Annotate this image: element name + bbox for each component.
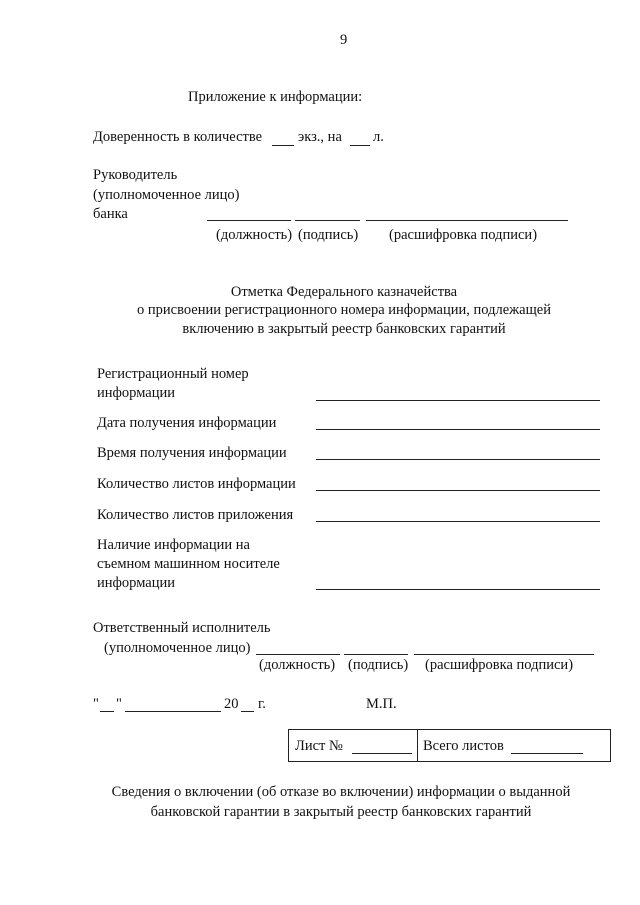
head-caption-position: (должность) <box>216 227 293 243</box>
executor-caption-signature: (подпись) <box>348 657 409 673</box>
head-position-blank <box>207 220 291 221</box>
poa-mid: экз., на <box>298 129 342 145</box>
date-year-prefix: 20 <box>224 696 239 712</box>
poa-prefix: Доверенность в количестве <box>93 129 263 145</box>
head-caption-signature: (подпись) <box>298 227 359 243</box>
field-info-sheets: Количество листов информации <box>97 476 296 492</box>
field-media-blank <box>316 589 600 590</box>
executor-decoding-blank <box>414 654 594 655</box>
poa-copies-blank <box>272 145 294 146</box>
poa-sheets-blank <box>350 145 370 146</box>
head-label-line3: банка <box>93 206 128 222</box>
stamp-place-label: М.П. <box>366 696 397 712</box>
date-day-blank <box>100 711 114 712</box>
sheet-box-divider <box>417 729 418 762</box>
treasury-heading-line3: включению в закрытый реестр банковских гарантий <box>182 321 506 337</box>
field-info-sheets-blank <box>316 490 600 491</box>
head-label-line1: Руководитель <box>93 167 178 183</box>
field-media-line2: съемном машинном носителе <box>97 556 280 572</box>
total-sheets-label: Всего листов <box>423 738 504 754</box>
executor-label-line2: (уполномоченное лицо) <box>104 640 251 656</box>
date-year-blank <box>241 711 254 712</box>
executor-caption-position: (должность) <box>259 657 336 673</box>
head-caption-decoding: (расшифровка подписи) <box>389 227 538 243</box>
date-month-blank <box>125 711 221 712</box>
date-quote-open: " <box>93 696 99 712</box>
executor-position-blank <box>256 654 340 655</box>
date-year-suffix: г. <box>258 696 266 712</box>
total-sheets-blank <box>511 753 583 754</box>
field-reg-number-line2: информации <box>97 385 175 401</box>
field-receipt-date-blank <box>316 429 600 430</box>
head-decoding-blank <box>366 220 568 221</box>
poa-suffix: л. <box>373 129 384 145</box>
sheet-number-blank <box>352 753 412 754</box>
field-receipt-time: Время получения информации <box>97 445 287 461</box>
page-number: 9 <box>340 32 348 48</box>
appendix-title: Приложение к информации: <box>188 89 363 105</box>
footer-heading-line2: банковской гарантии в закрытый реестр банковских гарантий <box>150 804 532 820</box>
treasury-heading-line2: о присвоении регистрационного номера информации, подлежащей <box>137 302 551 318</box>
field-app-sheets: Количество листов приложения <box>97 507 294 523</box>
field-receipt-time-blank <box>316 459 600 460</box>
head-signature-blank <box>295 220 360 221</box>
field-media-line1: Наличие информации на <box>97 537 250 553</box>
head-label-line2: (уполномоченное лицо) <box>93 187 240 203</box>
executor-signature-blank <box>344 654 408 655</box>
footer-heading-line1: Сведения о включении (об отказе во включении) информации о выданной <box>111 784 571 800</box>
executor-caption-decoding: (расшифровка подписи) <box>425 657 574 673</box>
field-reg-number-line1: Регистрационный номер <box>97 366 249 382</box>
field-reg-number-blank <box>316 400 600 401</box>
sheet-number-label: Лист № <box>295 738 343 754</box>
field-receipt-date: Дата получения информации <box>97 415 277 431</box>
field-app-sheets-blank <box>316 521 600 522</box>
executor-label-line1: Ответственный исполнитель <box>93 620 271 636</box>
treasury-heading-line1: Отметка Федерального казначейства <box>230 284 458 300</box>
date-quote-close: " <box>116 696 122 712</box>
field-media-line3: информации <box>97 575 175 591</box>
